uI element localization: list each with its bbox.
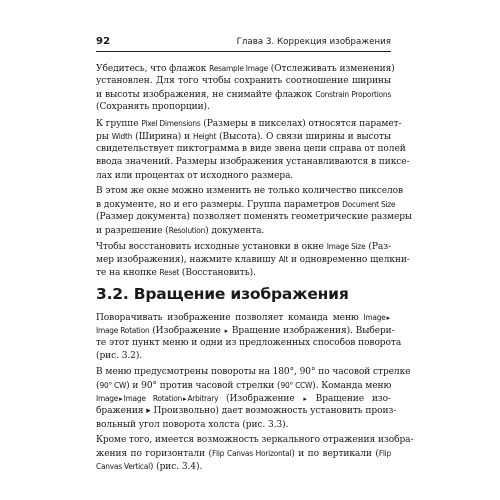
- text-line: те на кнопке Reset (Восстановить).: [96, 267, 256, 279]
- ui-term: Canvas Vertical: [96, 461, 150, 472]
- text-line: К группе Pixel Dimensions (Размеры в пикселах) относятся парамет-: [96, 118, 402, 129]
- paragraph: [96, 240, 410, 279]
- ui-term: Image Size: [326, 241, 366, 251]
- paragraph: [96, 434, 414, 473]
- menu-arrow-icon: ▸: [183, 395, 187, 404]
- ui-term: Resample Image: [209, 63, 268, 73]
- text-line: (рис. 3.2).: [96, 351, 143, 362]
- text-line: ры Width (Ширина) и Height (Высота). О связи ширины и высоты: [96, 131, 391, 143]
- page-header: [96, 36, 391, 49]
- ui-term: Image: [363, 312, 386, 322]
- ui-term: Reset: [159, 267, 180, 278]
- text-line: мер изображения), нажмите клавишу Alt и одновременно щелкни-: [96, 254, 410, 266]
- text-line: Убедитесь, что флажок Resample Image (Отслеживать изменения): [96, 63, 395, 74]
- ui-term: Flip: [378, 448, 391, 459]
- ui-term: Resolution: [168, 225, 206, 236]
- text-line: установлен. Для того чтобы сохранить соотношение ширины: [96, 76, 391, 87]
- menu-arrow-icon: ▸: [224, 327, 229, 336]
- ui-term: Pixel Dimensions: [141, 118, 201, 128]
- paragraph: [96, 311, 402, 364]
- text-line: Чтобы восстановить исходные установки в окне Image Size (Раз-: [96, 241, 391, 252]
- text-line: (Размер документа) позволяет поменять геометрические размеры: [96, 212, 413, 223]
- ui-term: Image: [96, 393, 119, 404]
- ui-term: Width: [111, 131, 133, 142]
- page-number: 92: [96, 36, 111, 47]
- text-line: (90° CW) и 90° против часовой стрелки (90° CCW). Команда меню: [96, 380, 392, 392]
- ui-term: Image Rotation: [123, 393, 183, 404]
- ui-term: Constrain Proportions: [315, 89, 391, 100]
- header-rule: [96, 51, 391, 52]
- text-line: Image▸Image Rotation▸Arbitrary (Изображение ▸ Вращение изо-: [96, 392, 391, 405]
- ui-term: 90° CW: [99, 380, 127, 391]
- text-line: и высоты изображения, не снимайте флажок Constrain Proportions: [96, 89, 391, 101]
- section-heading: 3.2. Вращение изображения: [96, 285, 349, 303]
- paragraph: [96, 185, 413, 238]
- ui-term: Image Rotation: [96, 325, 150, 336]
- ui-term: Height: [192, 131, 217, 142]
- text-line: Image Rotation (Изображение ▸ Вращение изображения). Выбери-: [96, 324, 391, 337]
- paragraph: [96, 117, 410, 183]
- text-line: свидетельствует пиктограмма в виде звена цепи справа от полей: [96, 144, 406, 155]
- text-line: ввода значений. Размеры изображения устанавливаются в пиксе-: [96, 157, 410, 168]
- ui-term: Arbitrary: [187, 393, 219, 404]
- text-line: вольный угол поворота холста (рис. 3.3).: [96, 419, 289, 430]
- text-line: Canvas Vertical) (рис. 3.4).: [96, 461, 203, 473]
- ui-term: Flip Canvas Horizontal: [211, 448, 292, 459]
- menu-arrow-icon: ▸: [119, 395, 123, 404]
- text-line: бражения ▸ Произвольно) дает возможность установить произ-: [96, 406, 397, 417]
- text-line: лах или процентах от исходного размера.: [96, 170, 294, 181]
- running-head: Глава 3. Коррекция изображения: [236, 37, 391, 47]
- text-line: (Сохранять пропорции).: [96, 102, 210, 113]
- text-line: Кроме того, имеется возможность зеркального отражения изобра-: [96, 435, 414, 445]
- ui-term: Alt: [278, 254, 289, 265]
- text-line: Поворачивать изображение позволяет команда меню Image▸: [96, 311, 391, 324]
- text-line: в документе, но и его размеры. Группа параметров Document Size: [96, 199, 396, 211]
- paragraph: [96, 366, 411, 432]
- ui-term: 90° CCW: [280, 380, 313, 391]
- menu-arrow-icon: ▸: [303, 395, 307, 404]
- text-line: и разрешение (Resolution) документа.: [96, 225, 265, 237]
- ui-term: Document Size: [342, 199, 396, 210]
- text-line: жения по горизонтали (Flip Canvas Horizontal) и по вертикали (Flip: [96, 448, 391, 460]
- text-line: В меню предусмотрены повороты на 180°, 90° по часовой стрелке: [96, 367, 411, 377]
- text-line: те этот пункт меню и одни из предложенных способов поворота: [96, 338, 402, 349]
- text-line: В этом же окне можно изменить не только количество пикселов: [96, 186, 404, 196]
- menu-arrow-icon: ▸: [386, 314, 390, 322]
- paragraph: [96, 62, 395, 115]
